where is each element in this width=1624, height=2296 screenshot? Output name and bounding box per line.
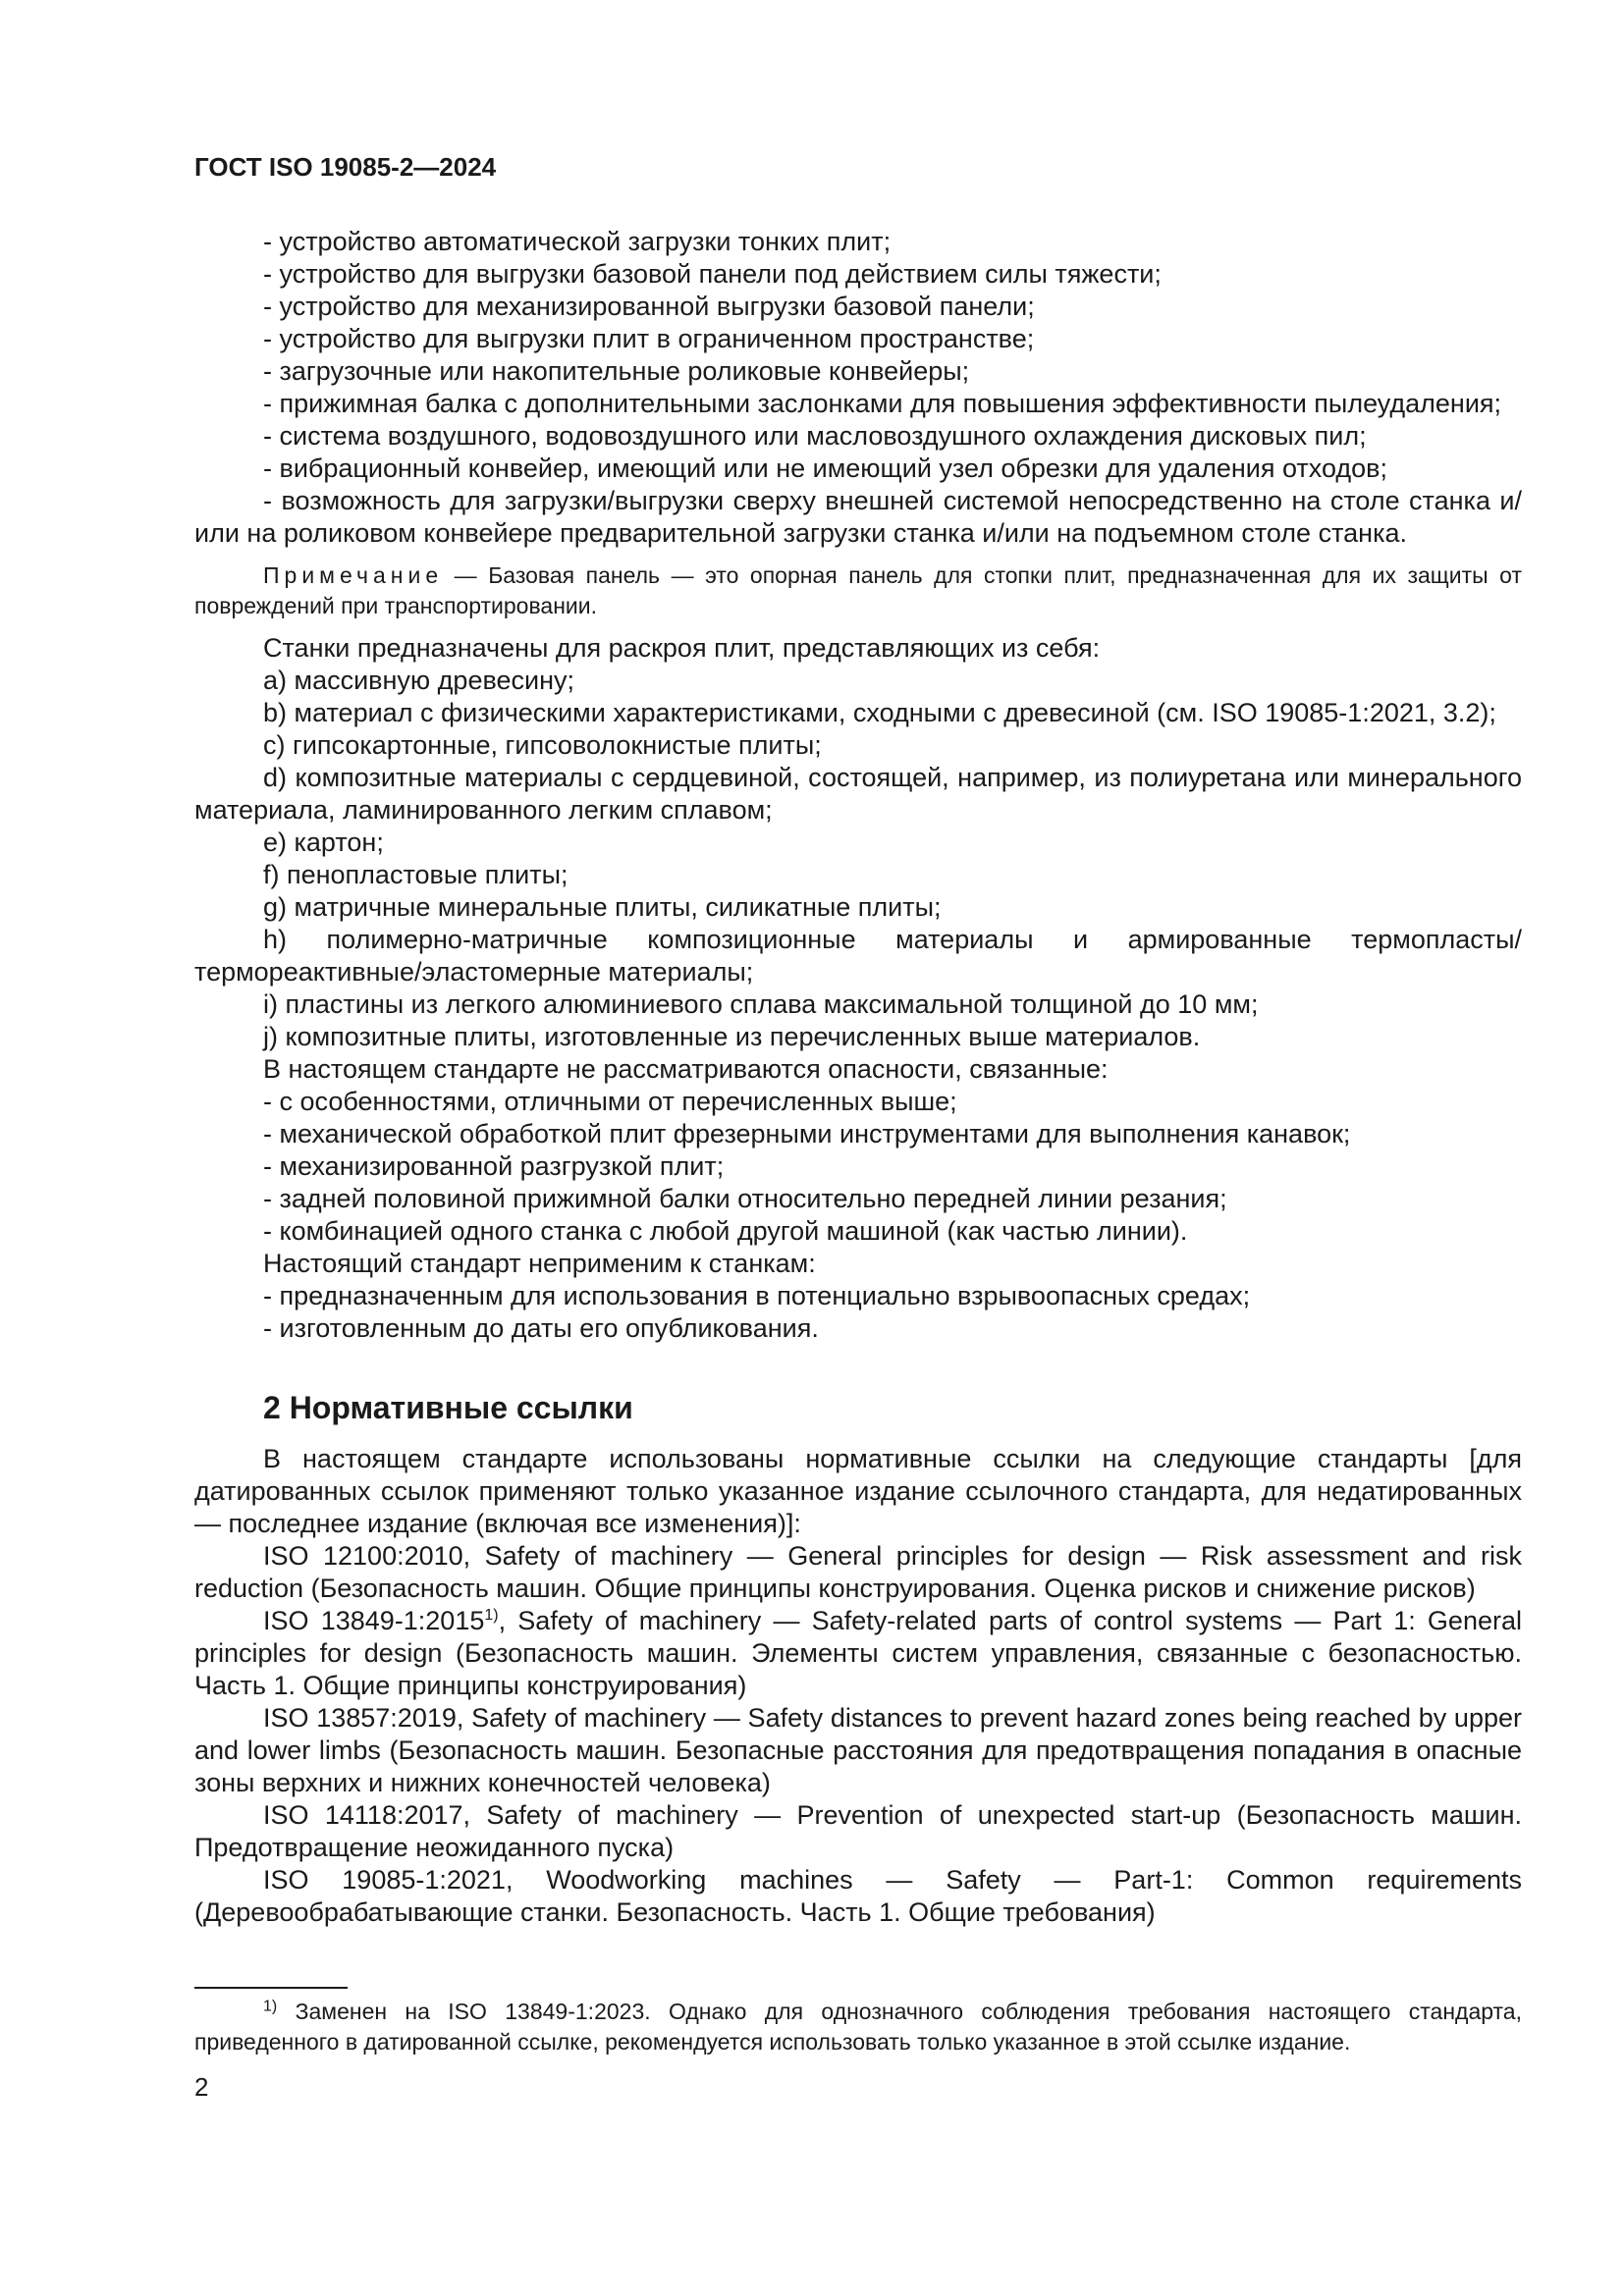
footnote-marker: 1) — [263, 1998, 278, 2015]
list-item: j) композитные плиты, изготовленные из перечисленных выше материалов. — [263, 1022, 1201, 1051]
list-item: g) матричные минеральные плиты, силикатные плиты; — [263, 892, 942, 922]
reference-item — [194, 1605, 1522, 1702]
note-label: Примечание — [263, 562, 444, 588]
list-item: b) материал с физическими характеристиками, сходными с древесиной (см. ISO 19085-1:2021, 3.2); — [263, 698, 1496, 727]
not-applicable-intro: Настоящий стандарт неприменим к станкам: — [263, 1249, 816, 1278]
list-item: e) картон; — [263, 828, 384, 857]
list-item: - изготовленным до даты его опубликования. — [263, 1313, 819, 1343]
list-item: - предназначенным для использования в потенциально взрывоопасных средах; — [263, 1281, 1251, 1310]
reference-item: ISO 14118:2017, Safety of machinery — Prevention of unexpected start-up (Безопасность машин. Предотвращение неожиданного пуска) — [194, 1800, 1522, 1862]
list-item: - задней половиной прижимной балки относительно передней линии резания; — [263, 1184, 1227, 1213]
page-body — [194, 226, 1522, 1929]
equipment-list — [194, 226, 1522, 550]
references-intro: В настоящем стандарте использованы нормативные ссылки на следующие стандарты [для датированных ссылок применяют только указанное издание ссылочного стандарта, для недатированных — последнее издание (включая все изменения)]: — [194, 1444, 1522, 1538]
page-number: 2 — [194, 2072, 209, 2102]
page-header-title: ГОСТ ISO 19085-2—2024 — [194, 152, 497, 182]
reference-code: ISO 13849-1:2015 — [263, 1606, 485, 1635]
list-item: - система воздушного, водовоздушного или масловоздушного охлаждения дисковых пил; — [263, 421, 1367, 451]
note-text: — Базовая панель — это опорная панель для стопки плит, предназначенная для их защиты от повреждений при транспортировании. — [194, 562, 1522, 618]
list-item: - механической обработкой плит фрезерными инструментами для выполнения канавок; — [263, 1119, 1351, 1148]
list-item: d) композитные материалы с сердцевиной, состоящей, например, из полиуретана или минерального материала, ламинированного легким сплавом; — [194, 763, 1522, 825]
list-item: - механизированной разгрузкой плит; — [263, 1151, 725, 1181]
note-paragraph — [194, 561, 1522, 621]
list-item: - возможность для загрузки/выгрузки сверху внешней системой непосредственно на столе станка и/или на роликовом конвейере предварительной загрузки станка и/или на подъемном столе станка. — [194, 486, 1522, 548]
list-item: - с особенностями, отличными от перечисленных выше; — [263, 1087, 957, 1116]
footnote-ref: 1) — [484, 1607, 499, 1624]
list-item: - комбинацией одного станка с любой другой машиной (как частью линии). — [263, 1216, 1188, 1246]
footnote-divider — [194, 1987, 348, 1989]
list-item: a) массивную древесину; — [263, 666, 575, 695]
section-heading: 2 Нормативные ссылки — [263, 1390, 633, 1425]
list-item: i) пластины из легкого алюминиевого сплава максимальной толщиной до 10 мм; — [263, 989, 1259, 1019]
list-item: - устройство для выгрузки базовой панели под действием силы тяжести; — [263, 259, 1162, 289]
list-item: c) гипсокартонные, гипсоволокнистые плиты; — [263, 730, 822, 760]
reference-item: ISO 12100:2010, Safety of machinery — General principles for design — Risk assessment and risk reduction (Безопасность машин. Общие принципы конструирования. Оценка рисков и снижение рисков) — [194, 1541, 1522, 1603]
footnote-text: Заменен на ISO 13849-1:2023. Однако для однозначного соблюдения требования настоящего стандарта, приведенного в датированной ссылке, рекомендуется использовать только указанное в этой ссылке издание. — [194, 1999, 1522, 2055]
reference-text: , Safety of machinery — Safety-related parts of control systems — Part 1: General principles for design (Безопасность машин. Элементы систем управления, связанные с безопасностью. Часть 1. Общие принципы конструирования) — [194, 1606, 1522, 1700]
footnote — [194, 1997, 1522, 2057]
not-covered-intro: В настоящем стандарте не рассматриваются опасности, связанные: — [263, 1054, 1109, 1084]
list-item: h) полимерно-матричные композиционные материалы и армированные термопласты/термореактивные/эластомерные материалы; — [194, 925, 1522, 987]
list-item: - устройство автоматической загрузки тонких плит; — [263, 227, 892, 256]
list-item: - прижимная балка с дополнительными заслонками для повышения эффективности пылеудаления; — [263, 389, 1502, 418]
materials-list — [194, 665, 1522, 1053]
list-item: - вибрационный конвейер, имеющий или не имеющий узел обрезки для удаления отходов; — [263, 454, 1387, 483]
not-covered-list — [194, 1086, 1522, 1248]
not-applicable-list — [194, 1280, 1522, 1345]
list-item: f) пенопластовые плиты; — [263, 860, 568, 889]
reference-item: ISO 13857:2019, Safety of machinery — Safety distances to prevent hazard zones being reached by upper and lower limbs (Безопасность машин. Безопасные расстояния для предотвращения попадания в опасные зоны верхних и нижних конечностей человека) — [194, 1703, 1522, 1797]
materials-intro: Станки предназначены для раскроя плит, представляющих из себя: — [263, 633, 1101, 663]
list-item: - устройство для механизированной выгрузки базовой панели; — [263, 292, 1035, 321]
list-item: - загрузочные или накопительные роликовые конвейеры; — [263, 356, 970, 386]
list-item: - устройство для выгрузки плит в ограниченном пространстве; — [263, 324, 1035, 353]
reference-item: ISO 19085-1:2021, Woodworking machines — Safety — Part-1: Common requirements (Деревообрабатывающие станки. Безопасность. Часть 1. Общие требования) — [194, 1865, 1522, 1927]
